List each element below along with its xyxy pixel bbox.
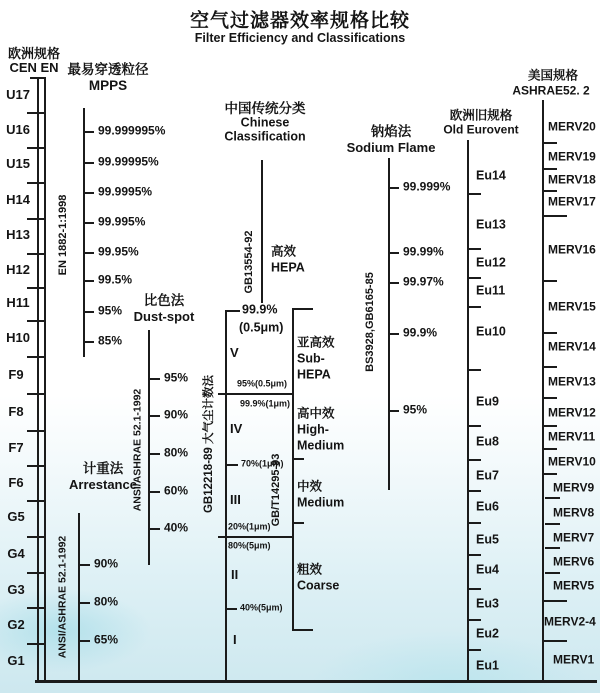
chinese-classification-label: 80%(5μm) <box>228 540 271 551</box>
sodium-flame-label: BS3928,GB6165-85 <box>364 272 377 372</box>
arrestance-label: 90% <box>94 556 119 571</box>
mpps-label: 99.5% <box>98 272 133 287</box>
merv-tick <box>545 497 560 499</box>
merv-label: MERV1 <box>553 652 595 667</box>
chinese-classification-label: I <box>233 632 237 648</box>
old-eurovent-tick <box>467 193 481 195</box>
merv-label: MERV6 <box>553 554 595 569</box>
chinese-classification-label: 粗效 <box>297 562 323 577</box>
mpps-axis-line <box>83 108 85 357</box>
cen-en-label: F7 <box>8 440 24 456</box>
dust-spot-label: ANSI/ASHRAE 52.1-1992 <box>131 388 144 512</box>
cen-en-label: G3 <box>7 582 25 598</box>
chinese-classification-label: 亚高效 <box>297 335 335 350</box>
mpps-label: 99.9995% <box>98 184 153 199</box>
cen-en-tick <box>27 218 45 220</box>
merv-tick <box>545 572 560 574</box>
sodium-flame-label: 99.97% <box>403 274 444 289</box>
baseline-axis-line <box>35 680 597 683</box>
dust-spot-tick <box>148 491 160 493</box>
mpps-label: 最易穿透粒径 <box>67 61 149 77</box>
chinese-classification-label: HEPA <box>297 367 331 382</box>
mpps-tick <box>83 311 94 313</box>
old-eurovent-tick <box>467 490 481 492</box>
arrestance-tick <box>78 640 90 642</box>
chinese-classification-label: 40%(5μm) <box>240 602 283 613</box>
chinese-classification-label: HEPA <box>271 260 305 275</box>
old-eurovent-label: Eu5 <box>476 532 499 547</box>
dust-spot-label: Dust-spot <box>133 309 195 325</box>
cen-en-label: U17 <box>6 87 30 103</box>
chinese-classification-axis-line <box>292 308 294 629</box>
old-eurovent-axis-line <box>467 140 469 681</box>
old-eurovent-label: Eu10 <box>476 324 506 339</box>
merv-tick <box>542 397 557 399</box>
arrestance-label: 65% <box>94 632 119 647</box>
sodium-flame-axis-line <box>388 158 390 490</box>
merv-tick <box>542 215 567 217</box>
chinese-classification-tick <box>225 608 237 610</box>
chinese-classification-tick <box>225 464 238 466</box>
merv-label: 美国规格 <box>527 68 579 83</box>
merv-tick <box>542 366 557 368</box>
cen-en-tick <box>27 147 45 149</box>
cen-en-label: G5 <box>7 509 25 525</box>
merv-label: MERV14 <box>548 339 596 354</box>
merv-label: MERV18 <box>548 172 596 187</box>
dust-spot-label: 60% <box>164 483 189 498</box>
chinese-classification-label: 99.9%(1μm) <box>240 398 291 409</box>
old-eurovent-tick <box>467 619 481 621</box>
sodium-flame-label: Sodium Flame <box>346 140 436 156</box>
old-eurovent-label: Eu12 <box>476 255 506 270</box>
arrestance-label: 计重法 <box>82 460 124 476</box>
merv-tick <box>545 547 560 549</box>
cen-en-tick <box>27 182 45 184</box>
merv-tick <box>542 473 557 475</box>
merv-label: MERV9 <box>553 480 595 495</box>
chinese-classification-label: III <box>230 492 241 508</box>
cen-en-label: H12 <box>6 262 30 278</box>
cen-en-label: 欧洲规格 <box>7 46 61 62</box>
cen-en-tick <box>30 77 45 79</box>
chinese-classification-tick <box>218 393 292 395</box>
dust-spot-label: 90% <box>164 407 189 422</box>
chinese-classification-label: 中效 <box>297 479 323 494</box>
cen-en-label: G4 <box>7 546 25 562</box>
chinese-classification-label: II <box>231 567 239 583</box>
cen-en-tick <box>27 465 45 467</box>
chinese-classification-label: Chinese <box>240 115 290 130</box>
dust-spot-label: 80% <box>164 445 189 460</box>
merv-tick <box>542 190 557 192</box>
chinese-classification-label: GB13554-92 <box>243 230 256 294</box>
arrestance-tick <box>78 564 90 566</box>
chinese-classification-tick <box>225 310 240 312</box>
mpps-label: 85% <box>98 333 123 348</box>
cen-en-label: H11 <box>6 295 30 311</box>
cen-en-tick <box>27 500 45 502</box>
cen-en-label: H14 <box>6 192 30 208</box>
merv-label: MERV8 <box>553 505 595 520</box>
chinese-classification-axis-line <box>225 310 227 681</box>
old-eurovent-label: Old Eurovent <box>443 122 519 137</box>
old-eurovent-label: Eu11 <box>476 283 506 298</box>
cen-en-label: U15 <box>6 156 30 172</box>
mpps-label: 99.99995% <box>98 154 159 169</box>
mpps-tick <box>83 131 94 133</box>
old-eurovent-label: Eu3 <box>476 596 499 611</box>
mpps-label: EN 1882-1:1998 <box>57 194 70 276</box>
chinese-classification-label: 95%(0.5μm) <box>237 378 288 389</box>
merv-tick <box>542 142 557 144</box>
merv-tick <box>542 448 557 450</box>
chinese-classification-label: 中国传统分类 <box>224 100 306 116</box>
sodium-flame-label: 钠焰法 <box>370 123 412 139</box>
old-eurovent-tick <box>467 588 481 590</box>
merv-axis-line <box>542 100 544 681</box>
arrestance-label: 80% <box>94 594 119 609</box>
merv-tick <box>542 168 557 170</box>
merv-label: MERV16 <box>548 242 596 257</box>
chinese-classification-label: Medium <box>297 438 345 453</box>
sodium-flame-tick <box>388 187 399 189</box>
mpps-tick <box>83 252 94 254</box>
cen-en-tick <box>27 320 45 322</box>
arrestance-axis-line <box>78 513 80 681</box>
chinese-classification-label: GB12218-89 大气尘计数法 <box>202 374 215 514</box>
merv-label: MERV19 <box>548 149 596 164</box>
mpps-tick <box>83 280 94 282</box>
merv-tick <box>545 523 560 525</box>
old-eurovent-tick <box>467 459 481 461</box>
merv-tick <box>542 600 567 602</box>
sodium-flame-tick <box>388 410 399 412</box>
cen-en-tick <box>27 393 45 395</box>
cen-en-axis-line <box>37 77 39 681</box>
old-eurovent-label: 欧洲旧规格 <box>449 108 513 123</box>
cen-en-tick <box>27 572 45 574</box>
chinese-classification-label: IV <box>230 421 243 437</box>
cen-en-label: H13 <box>6 227 30 243</box>
merv-label: MERV15 <box>548 299 596 314</box>
old-eurovent-tick <box>467 369 481 371</box>
dust-spot-tick <box>148 415 160 417</box>
chinese-classification-tick <box>292 629 313 631</box>
arrestance-tick <box>78 602 90 604</box>
old-eurovent-tick <box>467 277 481 279</box>
cen-en-label: U16 <box>6 122 30 138</box>
arrestance-label: ANSI/ASHRAE 52.1-1992 <box>56 535 69 659</box>
dust-spot-label: 比色法 <box>143 292 185 308</box>
chinese-classification-label: 99.9% <box>242 302 278 317</box>
old-eurovent-tick <box>467 248 481 250</box>
old-eurovent-tick <box>467 306 481 308</box>
merv-label: MERV17 <box>548 194 596 209</box>
dust-spot-tick <box>148 528 160 530</box>
merv-tick <box>542 332 557 334</box>
old-eurovent-label: Eu13 <box>476 217 506 232</box>
cen-en-label: F8 <box>8 404 24 420</box>
cen-en-tick <box>27 430 45 432</box>
chinese-classification-tick <box>292 522 304 524</box>
dust-spot-label: 95% <box>164 370 189 385</box>
sodium-flame-tick <box>388 282 399 284</box>
merv-label: MERV11 <box>548 429 596 444</box>
chinese-classification-tick <box>292 308 313 310</box>
cen-en-tick <box>27 607 45 609</box>
chinese-classification-label: Sub- <box>297 351 325 366</box>
merv-label: ASHRAE52. 2 <box>512 83 590 98</box>
cen-en-label: H10 <box>6 330 30 346</box>
chinese-classification-label: (0.5μm) <box>239 320 284 335</box>
cen-en-tick <box>27 643 45 645</box>
dust-spot-tick <box>148 378 160 380</box>
mpps-label: 99.995% <box>98 214 146 229</box>
old-eurovent-label: Eu1 <box>476 658 499 673</box>
mpps-label: 99.95% <box>98 244 139 259</box>
merv-label: MERV2-4 <box>544 614 596 629</box>
old-eurovent-label: Eu9 <box>476 394 499 409</box>
chinese-classification-label: High- <box>297 422 329 437</box>
merv-label: MERV5 <box>553 578 595 593</box>
old-eurovent-label: Eu2 <box>476 626 499 641</box>
merv-label: MERV13 <box>548 374 596 389</box>
old-eurovent-label: Eu7 <box>476 468 499 483</box>
chinese-classification-label: GB/T14295-93 <box>270 453 283 527</box>
sodium-flame-label: 99.9% <box>403 325 438 340</box>
mpps-tick <box>83 222 94 224</box>
chinese-classification-label: V <box>230 345 239 361</box>
chart-subtitle: Filter Efficiency and Classifications <box>194 31 406 45</box>
mpps-tick <box>83 192 94 194</box>
cen-en-tick <box>27 112 45 114</box>
chinese-classification-tick <box>292 458 304 460</box>
chinese-classification-label: 高中效 <box>297 406 335 421</box>
merv-label: MERV10 <box>548 454 596 469</box>
cen-en-tick <box>27 253 45 255</box>
cen-en-label: F9 <box>8 367 24 383</box>
old-eurovent-tick <box>467 554 481 556</box>
cen-en-label: CEN EN <box>9 60 59 76</box>
old-eurovent-tick <box>467 649 481 651</box>
chinese-classification-tick <box>218 536 292 538</box>
dust-spot-tick <box>148 453 160 455</box>
cen-en-tick <box>27 287 45 289</box>
sodium-flame-tick <box>388 252 399 254</box>
chinese-classification-label: 70%(1μm) <box>241 458 284 469</box>
cen-en-axis-line <box>44 77 46 681</box>
mpps-tick <box>83 162 94 164</box>
merv-tick <box>542 640 567 642</box>
sodium-flame-label: 99.999% <box>403 179 451 194</box>
dust-spot-label: 40% <box>164 520 189 535</box>
chinese-classification-axis-line <box>261 160 263 303</box>
sodium-flame-tick <box>388 333 399 335</box>
merv-label: MERV20 <box>548 119 596 134</box>
cen-en-tick <box>27 356 45 358</box>
sodium-flame-label: 95% <box>403 402 428 417</box>
cen-en-label: G2 <box>7 617 25 633</box>
chinese-classification-label: Coarse <box>297 578 340 593</box>
old-eurovent-label: Eu14 <box>476 168 506 183</box>
mpps-label: MPPS <box>88 77 128 93</box>
merv-tick <box>542 280 557 282</box>
merv-label: MERV12 <box>548 405 596 420</box>
cen-en-label: F6 <box>8 475 24 491</box>
mpps-tick <box>83 341 94 343</box>
chinese-classification-label: Classification <box>224 129 306 144</box>
chinese-classification-label: Medium <box>297 495 345 510</box>
chinese-classification-label: 高效 <box>271 244 297 259</box>
old-eurovent-tick <box>467 425 481 427</box>
old-eurovent-label: Eu8 <box>476 434 499 449</box>
old-eurovent-tick <box>467 522 481 524</box>
chart-title: 空气过滤器效率规格比较 <box>189 10 411 32</box>
merv-label: MERV7 <box>553 530 595 545</box>
old-eurovent-label: Eu6 <box>476 499 499 514</box>
chinese-classification-label: 20%(1μm) <box>228 521 271 532</box>
cen-en-tick <box>27 536 45 538</box>
mpps-label: 99.999995% <box>98 123 166 138</box>
sodium-flame-label: 99.99% <box>403 244 444 259</box>
mpps-label: 95% <box>98 303 123 318</box>
arrestance-label: Arrestance <box>69 477 137 493</box>
cen-en-label: G1 <box>7 653 25 669</box>
old-eurovent-label: Eu4 <box>476 562 499 577</box>
merv-tick <box>542 425 557 427</box>
